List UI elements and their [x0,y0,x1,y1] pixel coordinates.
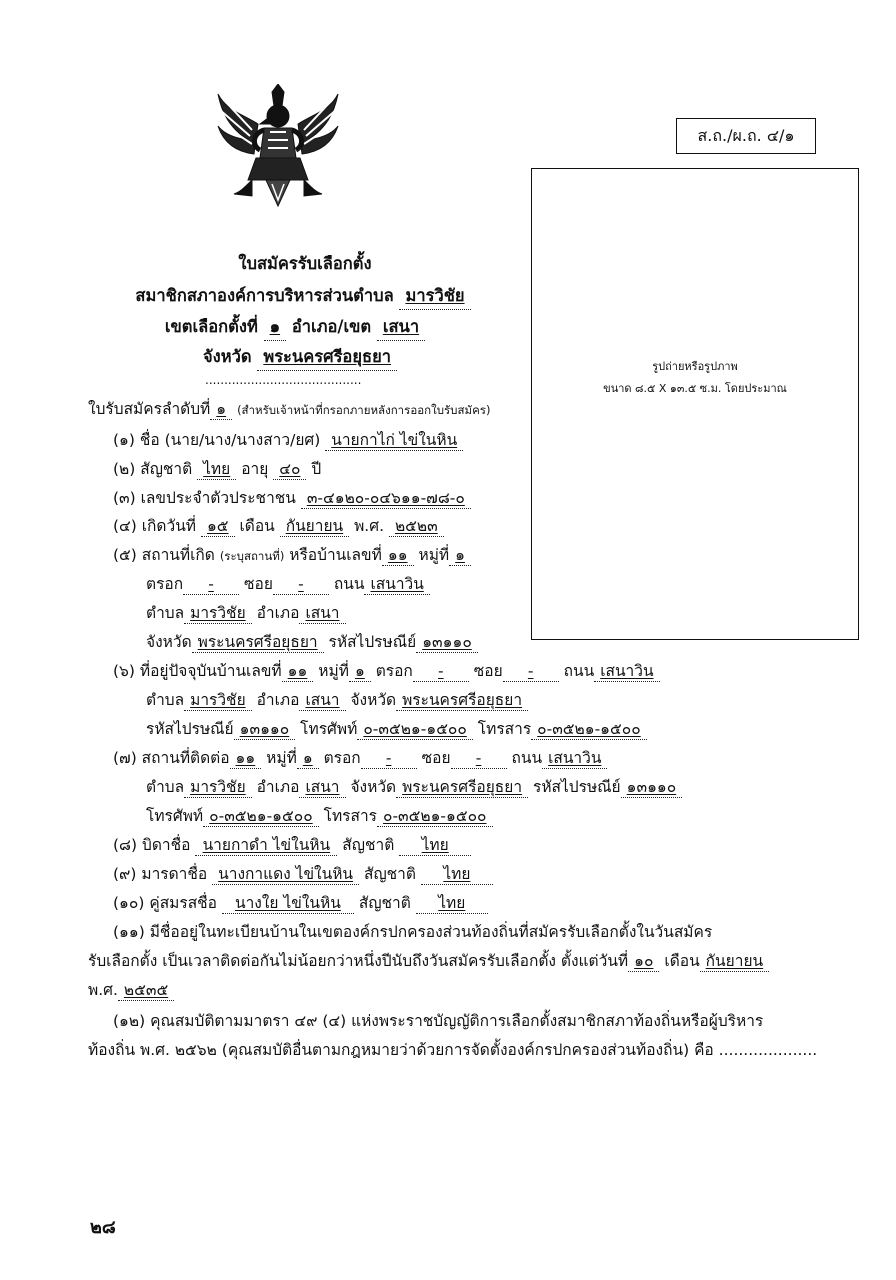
father-name-field[interactable]: นายกาดำ ไข่ในหิน [195,835,337,856]
current-trok-field[interactable]: - [413,661,469,682]
birth-soi-field[interactable]: - [273,574,329,595]
nationality-label: สัญชาติ [342,836,395,854]
father-nationality-field[interactable]: ไทย [399,835,471,856]
tambon-label: ตำบล [146,778,185,796]
current-house-field[interactable]: ๑๑ [282,661,314,682]
current-fax-field[interactable]: ๐-๓๕๒๑-๑๕๐๐ [531,719,647,740]
item-8-father [113,835,471,856]
header-label: สมาชิกสภาองค์การบริหารส่วนตำบล [135,286,394,305]
header-line-tambon [108,283,498,310]
item-12-line2: ท้องถิ่น พ.ศ. ๒๕๖๒ (คุณสมบัติอื่นตามกฎหมายว่าด้วยการจัดตั้งองค์กรปกครองส่วนท้องถิ่น) คือ .................... [88,1041,818,1059]
current-tambon-field[interactable]: มารวิชัย [184,690,252,711]
current-road-field[interactable]: เสนาวิน [594,661,659,682]
item-label: (๘) บิดาชื่อ [113,836,191,854]
item-5-birthplace [113,545,471,566]
item-11-line2 [88,951,769,972]
since-day-field[interactable]: ๑๐ [628,951,659,972]
item-label: (๔) เกิดวันที่ [113,517,197,535]
tambon-label: ตำบล [146,604,185,622]
birth-amphoe-field[interactable]: เสนา [299,603,345,624]
order-label: ใบรับสมัครลำดับที่ [88,400,211,418]
current-soi-field[interactable]: - [503,661,559,682]
birth-day-field[interactable]: ๑๕ [201,516,235,537]
item-4-birthdate [113,516,444,537]
soi-label: ซอย [421,749,451,767]
mother-nationality-field[interactable]: ไทย [421,864,493,885]
header-district-no[interactable]: ๑ [264,314,286,341]
header-label: จังหวัด [202,347,252,366]
item-6-current-address [113,661,660,682]
house-label: หรือบ้านเลขที่ [289,546,382,564]
age-unit: ปี [311,460,322,478]
contact-amphoe-field[interactable]: เสนา [299,777,345,798]
trok-label: ตรอก [323,749,361,767]
birth-year-field[interactable]: ๒๕๒๓ [389,516,444,537]
contact-road-field[interactable]: เสนาวิน [542,748,607,769]
item-12-line1: (๑๒) คุณสมบัติตามมาตรา ๔๙ (๔) แห่งพระราชบัญญัติการเลือกตั้งสมาชิกสภาท้องถิ่นหรือผู้บริหาร [113,1012,764,1030]
nationality-label: สัญชาติ [358,894,411,912]
road-label: ถนน [511,749,543,767]
contact-fax-field[interactable]: ๐-๓๕๒๑-๑๕๐๐ [377,806,493,827]
item-label: (๑) ชื่อ (นาย/นาง/นางสาว/ยศ) [113,431,321,449]
item-label: (๕) สถานที่เกิด [113,546,215,564]
soi-label: ซอย [473,662,503,680]
since-year-field[interactable]: ๒๕๓๕ [118,980,174,1001]
tel-label: โทรศัพท์ [300,720,358,738]
fax-label: โทรสาร [323,807,377,825]
current-moo-field[interactable]: ๑ [349,661,371,682]
header-line-district [120,314,470,341]
year-label: พ.ศ. [354,517,385,535]
item-11-text: รับเลือกตั้ง เป็นเวลาติดต่อกันไม่น้อยกว่าหนึ่งปีนับถึงวันสมัครรับเลือกตั้ง ตั้งแต่วันที่ [88,952,629,970]
birth-zip-field[interactable]: ๑๓๑๑๐ [416,632,478,653]
contact-province-field[interactable]: พระนครศรีอยุธยา [396,777,528,798]
road-label: ถนน [333,575,365,593]
item-6-line3 [146,719,647,740]
form-title: ใบสมัครรับเลือกตั้ง [238,254,372,273]
item-label: (๙) มารดาชื่อ [113,865,208,883]
order-line [88,399,490,420]
item-11-line3 [88,980,174,1001]
age-label: อายุ [241,460,269,478]
item-5-line4 [146,632,478,653]
contact-moo-field[interactable]: ๑ [297,748,319,769]
header-dotted-line: ......................................... [205,373,362,387]
contact-house-field[interactable]: ๑๑ [230,748,262,769]
item-label: (๑๐) คู่สมรสชื่อ [113,894,217,912]
order-note: (สำหรับเจ้าหน้าที่กรอกภายหลังการออกใบรับสมัคร) [237,403,491,417]
birth-tambon-field[interactable]: มารวิชัย [184,603,252,624]
item-5-line3 [146,603,346,624]
item-label: (๗) สถานที่ติดต่อ [113,749,230,767]
item-5-line2 [146,574,430,595]
contact-zip-field[interactable]: ๑๓๑๑๐ [621,777,683,798]
item-11-line1: (๑๑) มีชื่ออยู่ในทะเบียนบ้านในเขตองค์กรปกครองส่วนท้องถิ่นที่สมัครรับเลือกตั้งในวันสมัคร [113,923,713,941]
photo-box [531,168,859,640]
road-label: ถนน [563,662,595,680]
header-label: เขตเลือกตั้งที่ [164,317,258,336]
contact-tambon-field[interactable]: มารวิชัย [184,777,252,798]
contact-soi-field[interactable]: - [451,748,507,769]
birth-road-field[interactable]: เสนาวิน [364,574,429,595]
fax-label: โทรสาร [477,720,532,738]
current-amphoe-field[interactable]: เสนา [299,690,345,711]
mother-name-field[interactable]: นางกาแดง ไข่ในหิน [212,864,359,885]
zip-label: รหัสไปรษณีย์ [146,720,234,738]
trok-label: ตรอก [375,662,413,680]
header-line-province [150,344,450,371]
photo-caption: รูปถ่ายหรือรูปภาพ [652,360,738,373]
photo-size-note: ขนาด ๘.๕ X ๑๓.๕ ซ.ม. โดยประมาณ [603,382,787,395]
trok-label: ตรอก [146,575,184,593]
birth-month-field[interactable]: กันยายน [280,516,349,537]
zip-label: รหัสไปรษณีย์ [328,633,417,651]
birth-moo-field[interactable]: ๑ [449,545,471,566]
spouse-name-field[interactable]: นางใย ไข่ในหิน [222,893,354,914]
birth-province-field[interactable]: พระนครศรีอยุธยา [192,632,324,653]
current-zip-field[interactable]: ๑๓๑๑๐ [234,719,296,740]
tambon-label: ตำบล [146,691,185,709]
item-1-name [113,430,463,451]
month-label: เดือน [664,952,700,970]
item-label: (๒) สัญชาติ [113,460,193,478]
month-label: เดือน [239,517,275,535]
header-amphoe-value[interactable]: เสนา [377,314,425,341]
moo-label: หมู่ที่ [266,749,297,767]
age-field[interactable]: ๔๐ [273,459,306,480]
item-10-spouse [113,893,488,914]
province-label: จังหวัด [350,778,397,796]
birth-house-field[interactable]: ๑๑ [382,545,414,566]
moo-label: หมู่ที่ [318,662,349,680]
amphoe-label: อำเภอ [256,691,300,709]
header-tambon-value[interactable]: มารวิชัย [399,283,470,310]
current-province-field[interactable]: พระนครศรีอยุธยา [396,690,528,711]
soi-label: ซอย [244,575,273,593]
province-label: จังหวัด [146,633,192,651]
contact-tel-field[interactable]: ๐-๓๕๒๑-๑๕๐๐ [203,806,319,827]
header-label: อำเภอ/เขต [291,317,372,336]
contact-trok-field[interactable]: - [361,748,417,769]
item-9-mother [113,864,493,885]
item-7-line3 [146,806,493,827]
order-number[interactable]: ๑ [210,399,232,420]
item-label: (๖) ที่อยู่ปัจจุบันบ้านเลขที่ [113,662,282,680]
moo-label: หมู่ที่ [418,546,450,564]
name-field[interactable]: นายกาไก่ ไข่ในหิน [325,430,463,451]
garuda-emblem [212,84,344,212]
tel-label: โทรศัพท์ [146,807,204,825]
current-tel-field[interactable]: ๐-๓๕๒๑-๑๕๐๐ [357,719,473,740]
amphoe-label: อำเภอ [256,604,300,622]
nationality-label: สัญชาติ [363,865,416,883]
since-month-field[interactable]: กันยายน [700,951,769,972]
item-3-id [113,488,471,509]
form-code-box: ส.ถ./ผ.ถ. ๔/๑ [676,118,816,154]
zip-label: รหัสไปรษณีย์ [533,778,621,796]
spouse-nationality-field[interactable]: ไทย [416,893,488,914]
item-note: (ระบุสถานที่) [219,549,285,563]
page-number: ๒๘ [90,1217,116,1238]
province-label: จังหวัด [350,691,397,709]
item-7-contact [113,748,607,769]
birth-trok-field[interactable]: - [183,574,239,595]
nationality-field[interactable]: ไทย [197,459,236,480]
item-7-line2 [146,777,682,798]
item-2-nationality [113,459,321,480]
year-label: พ.ศ. [88,981,118,999]
header-province-value[interactable]: พระนครศรีอยุธยา [257,344,397,371]
item-label: (๓) เลขประจำตัวประชาชน [113,489,296,507]
id-number-field[interactable]: ๓-๔๑๒๐-๐๔๖๑๑-๗๘-๐ [301,488,471,509]
amphoe-label: อำเภอ [256,778,300,796]
item-6-line2 [146,690,528,711]
